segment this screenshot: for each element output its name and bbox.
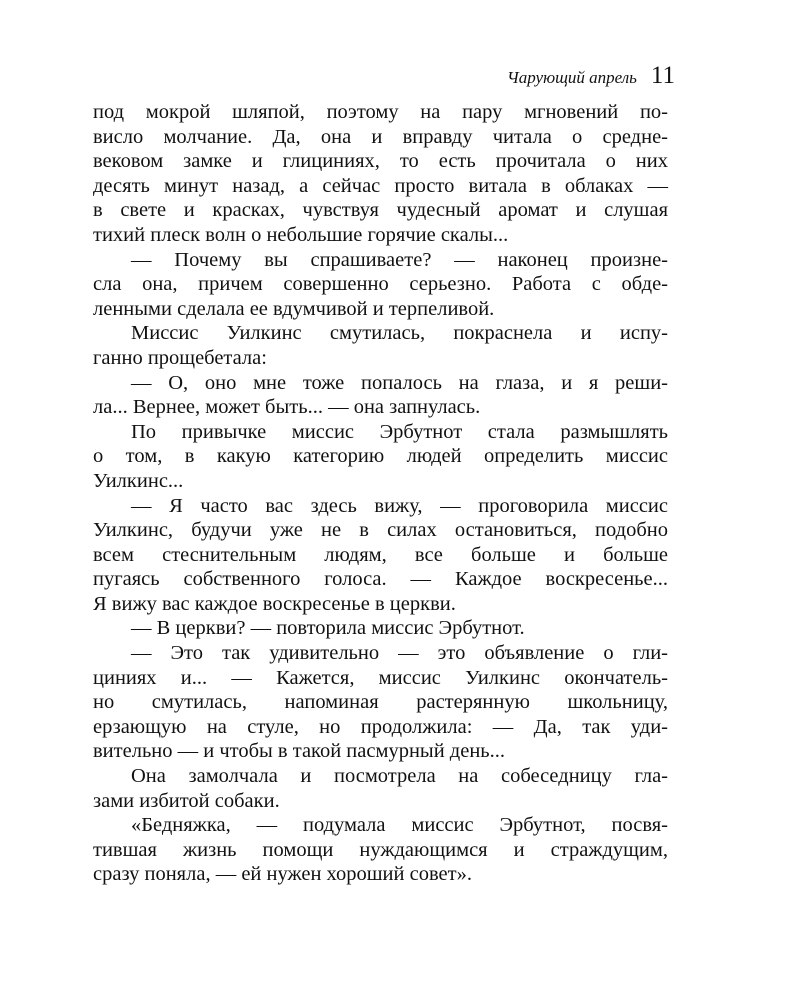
text-line: По привычке миссис Эрбутнот стала размышлять xyxy=(131,420,668,443)
text-line: ерзающую на стуле, но продолжила: — Да, так уди- xyxy=(93,715,668,738)
page-number: 11 xyxy=(650,62,675,89)
text-line: о том, в какую категорию людей определить миссис xyxy=(93,445,668,468)
text-line: «Бедняжка, — подумала миссис Эрбутнот, посвя- xyxy=(131,814,668,837)
text-line: сла она, причем совершенно серьезно. Работа с обде- xyxy=(93,273,668,296)
text-line: зами избитой собаки. xyxy=(93,789,280,812)
text-line: — Это так удивительно — это объявление о гли- xyxy=(131,642,668,665)
text-line: — О, оно мне тоже попалось на глаза, и я реши- xyxy=(131,371,668,394)
text-line: пугаясь собственного голоса. — Каждое воскресенье... xyxy=(93,568,668,591)
text-line: вековом замке и глициниях, то есть прочитала о них xyxy=(93,150,668,173)
text-line: Я вижу вас каждое воскресенье в церкви. xyxy=(93,592,456,615)
text-line: — Почему вы спрашиваете? — наконец произне- xyxy=(131,248,668,271)
text-line: десять минут назад, а сейчас просто витала в облаках — xyxy=(93,174,668,197)
text-line: но смутилась, напоминая растерянную школьницу, xyxy=(93,691,668,714)
text-line: Уилкинс, будучи уже не в силах остановиться, подобно xyxy=(93,519,668,542)
text-line: — В церкви? — повторила миссис Эрбутнот. xyxy=(131,617,525,640)
text-line: висло молчание. Да, она и вправду читала о средне- xyxy=(93,125,668,148)
text-line: всем стеснительным людям, все больше и больше xyxy=(93,543,668,566)
text-line: тихий плеск волн о небольшие горячие скалы... xyxy=(93,223,509,246)
text-line: ла... Вернее, может быть... — она запнулась. xyxy=(93,396,481,419)
running-head-title: Чарующий апрель xyxy=(507,68,637,87)
text-line: — Я часто вас здесь вижу, — проговорила миссис xyxy=(131,494,668,517)
text-line: вительно — и чтобы в такой пасмурный день... xyxy=(93,740,506,763)
text-line: Она замолчала и посмотрела на собеседницу гла- xyxy=(131,765,668,788)
text-line: сразу поняла, — ей нужен хороший совет». xyxy=(93,863,472,886)
text-line: ленными сделала ее вдумчивой и терпеливой. xyxy=(93,297,495,320)
body-text xyxy=(93,100,668,887)
text-line: циниях и... — Кажется, миссис Уилкинс окончатель- xyxy=(93,666,668,689)
text-line: в свете и красках, чувствуя чудесный аромат и слушая xyxy=(93,199,668,222)
running-head xyxy=(507,62,675,90)
text-line: Миссис Уилкинс смутилась, покраснела и испу- xyxy=(131,322,668,345)
text-line: под мокрой шляпой, поэтому на пару мгновений по- xyxy=(93,101,668,123)
text-line: Уилкинс... xyxy=(93,469,184,492)
text-line: тившая жизнь помощи нуждающимся и страждущим, xyxy=(93,838,668,861)
text-line: ганно прощебетала: xyxy=(93,346,267,369)
